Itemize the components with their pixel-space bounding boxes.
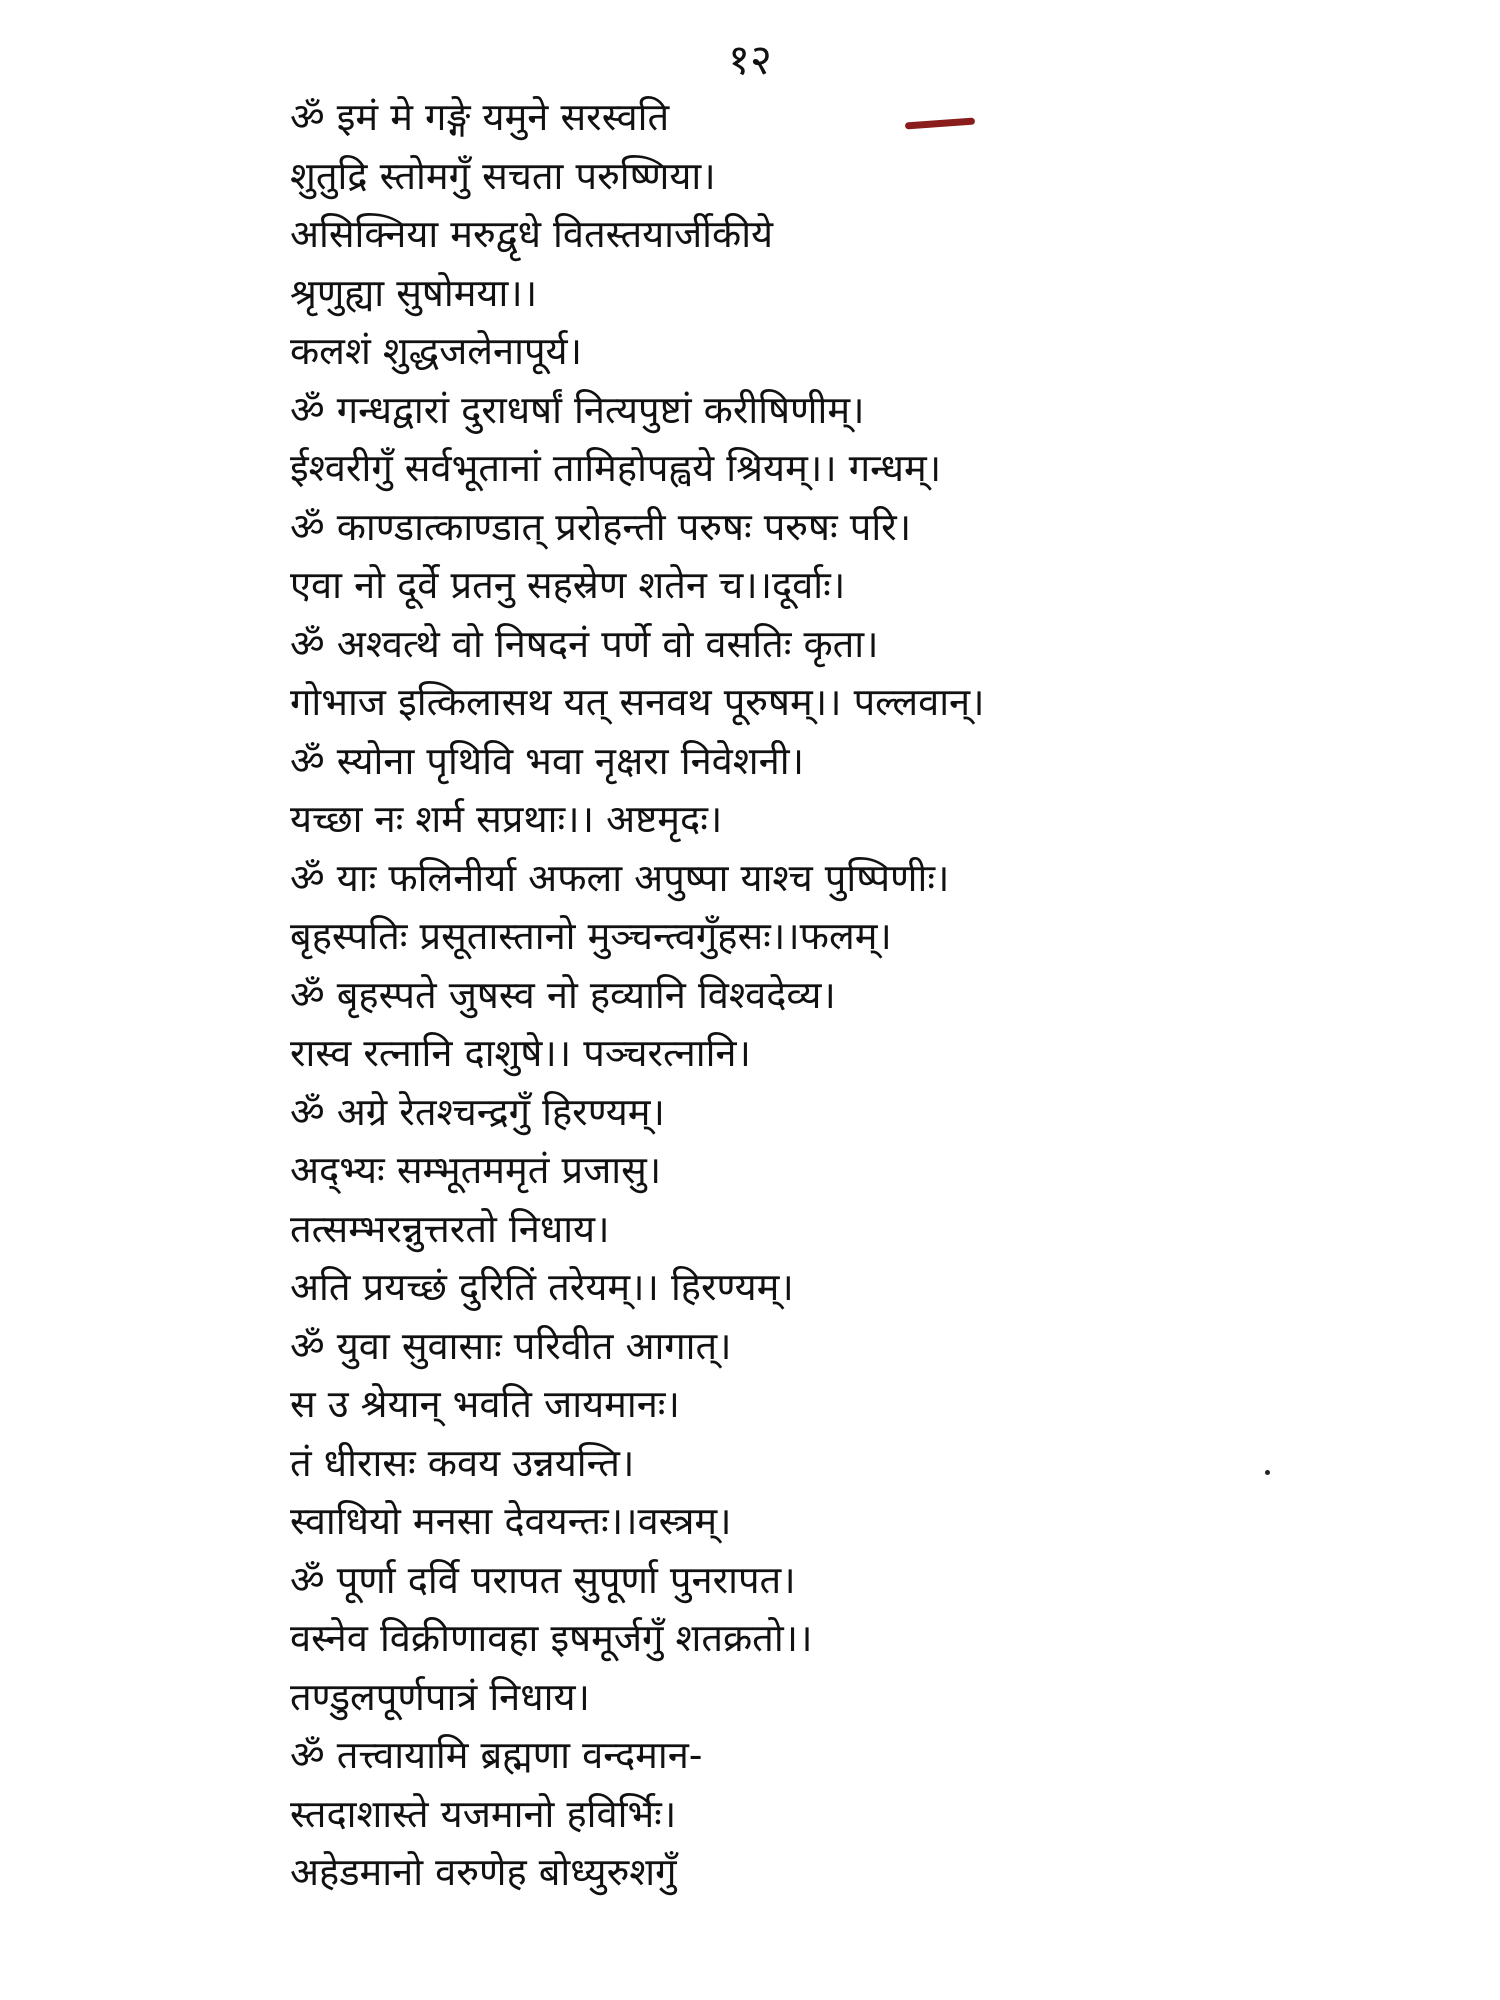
verse-line: शुतुद्रि स्तोमगुँ सचता परुष्णिया।	[290, 153, 716, 198]
verse-line: बृहस्पतिः प्रसूतास्तानो मुञ्चन्त्वगुँहसः।।फलम्।	[290, 914, 892, 958]
verse-line: ॐ याः फलिनीर्या अफला अपुष्पा याश्च पुष्पिणीः।	[290, 855, 950, 900]
verse-line: अद्भ्यः सम्भूतममृतं प्रजासु।	[290, 1148, 662, 1192]
verse-line: तत्सम्भरन्नुत्तरतो निधाय।	[290, 1206, 610, 1251]
verse-line: अहेडमानो वरुणेह बोध्युरुशगुँ	[290, 1850, 677, 1894]
verse-line: स्वाधियो मनसा देवयन्तः।।वस्त्रम्।	[290, 1499, 732, 1543]
verse-line: अति प्रयच्छं दुरितिं तरेयम्।। हिरण्यम्।	[290, 1265, 794, 1309]
verse-line: स उ श्रेयान् भवति जायमानः।	[290, 1382, 680, 1426]
verse-line: ॐ स्योना पृथिवि भवा नृक्षरा निवेशनी।	[290, 738, 804, 783]
verse-line: श्रृणुह्या सुषोमया।।	[290, 270, 538, 315]
verse-line: ईश्वरीगुँ सर्वभूतानां तामिहोपह्वये श्रियम्।। गन्धम्।	[290, 446, 942, 490]
page-number: १२	[728, 35, 772, 84]
verse-line: ॐ अग्रे रेतश्चन्द्रगुँ हिरण्यम्।	[290, 1089, 665, 1134]
verse-line: तं धीरासः कवय उन्नयन्ति।	[290, 1440, 635, 1485]
verse-line: ॐ काण्डात्काण्डात् प्ररोहन्ती परुषः परुषः परि।	[290, 504, 912, 549]
verse-line: कलशं शुद्धजलेनापूर्य।	[290, 329, 582, 373]
verse-line: ॐ इमं मे गङ्गे यमुने सरस्वति	[290, 95, 670, 139]
verse-line: यच्छा नः शर्म सप्रथाः।। अष्टमृदः।	[290, 797, 723, 841]
verse-line: एवा नो दूर्वे प्रतनु सहस्रेण शतेन च।।दूर्वाः।	[290, 563, 846, 607]
verse-line: गोभाज इत्किलासथ यत् सनवथ पूरुषम्।। पल्लवान्।	[290, 680, 985, 724]
verse-line: वस्नेव विक्रीणावहा इषमूर्जगुँ शतक्रतो।।	[290, 1616, 813, 1660]
verse-line: तण्डुलपूर्णपात्रं निधाय।	[290, 1674, 590, 1719]
verse-text	[290, 88, 1470, 1902]
verse-line: ॐ तत्त्वायामि ब्रह्मणा वन्दमान-	[290, 1733, 703, 1777]
verse-line: ॐ अश्वत्थे वो निषदनं पर्णे वो वसतिः कृता।	[290, 621, 879, 666]
verse-line: असिक्निया मरुद्वृधे वितस्तयार्जीकीये	[290, 212, 774, 256]
verse-line: ॐ पूर्णा दर्वि परापत सुपूर्णा पुनरापत।	[290, 1557, 796, 1602]
verse-line: रास्व रत्नानि दाशुषे।। पञ्चरत्नानि।	[290, 1031, 751, 1075]
verse-line: ॐ बृहस्पते जुषस्व नो हव्यानि विश्वदेव्य।	[290, 972, 836, 1017]
verse-line: स्तदाशास्ते यजमानो हविर्भिः।	[290, 1791, 677, 1836]
verse-line: ॐ युवा सुवासाः परिवीत आगात्।	[290, 1323, 732, 1368]
verse-line: ॐ गन्धद्वारां दुराधर्षां नित्यपुष्टां करीषिणीम्।	[290, 387, 865, 432]
